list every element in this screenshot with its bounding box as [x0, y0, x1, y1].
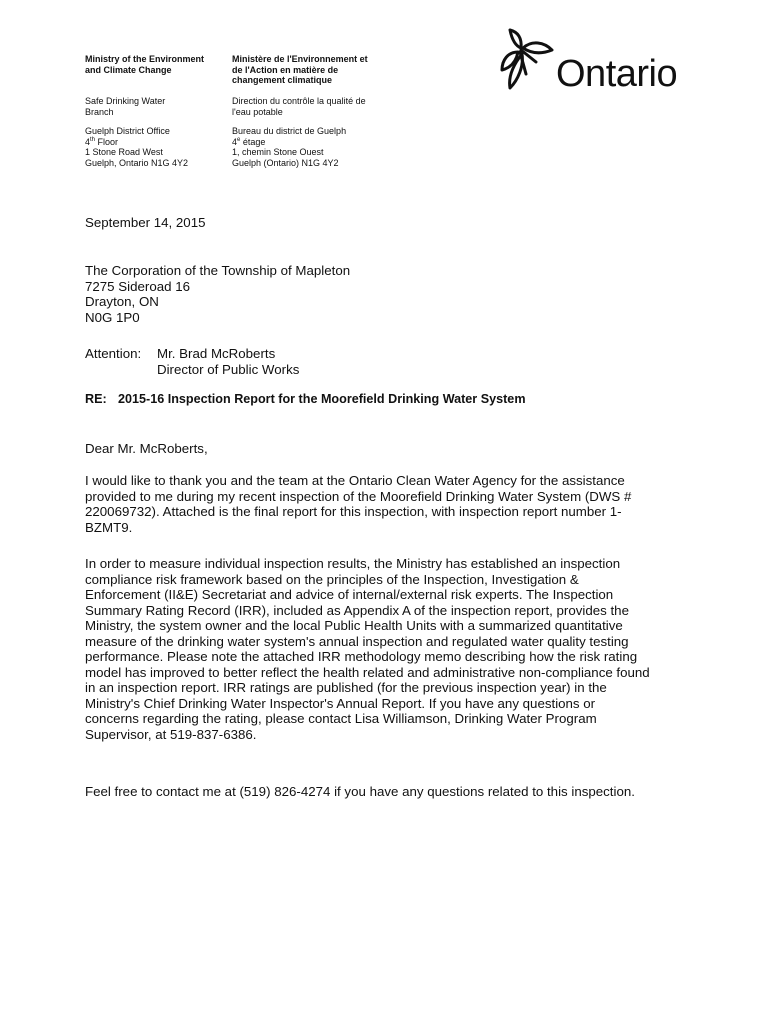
- paragraph-line: I would like to thank you and the team at the Ontario Clean Water Agency for the assistance: [85, 473, 625, 488]
- paragraph-line: BZMT9.: [85, 519, 133, 535]
- recipient-address: [85, 263, 350, 325]
- ministry-name-fr-line3: changement climatique: [232, 75, 333, 85]
- office-en-line4: Guelph, Ontario N1G 4Y2: [85, 157, 189, 168]
- ontario-wordmark: Ontario: [556, 53, 678, 95]
- letter-date: September 14, 2015: [85, 215, 206, 230]
- office-fr-line2: 4e étage: [232, 136, 266, 147]
- closing-line: Feel free to contact me at (519) 826-4274 if you have any questions related to this inspection.: [85, 784, 635, 799]
- office-fr-line4: Guelph (Ontario) N1G 4Y2: [232, 157, 339, 168]
- re-subject: 2015-16 Inspection Report for the Moorefield Drinking Water System: [118, 392, 526, 406]
- paragraph-1: [85, 473, 631, 535]
- office-fr-line3: 1, chemin Stone Ouest: [232, 147, 324, 157]
- attention-title: Director of Public Works: [157, 361, 300, 377]
- recipient-line3: Drayton, ON: [85, 294, 159, 309]
- office-en-line2: 4th Floor: [85, 136, 119, 147]
- paragraph-line: Ministry, the system owner and the local Public Health Units with a summarized quantitative: [85, 618, 623, 633]
- attention-name: Mr. Brad McRoberts: [157, 346, 276, 361]
- header-english: [85, 54, 204, 168]
- attention-label: Attention:: [85, 346, 142, 361]
- paragraph-line: Summary Rating Record (IRR), included as Appendix A of the inspection report, provides the: [85, 602, 629, 618]
- recipient-line4: N0G 1P0: [85, 309, 140, 325]
- branch-name-fr-line2: l'eau potable: [232, 106, 283, 117]
- paragraph-line: concerns regarding the rating, please contact Lisa Williamson, Drinking Water Program: [85, 711, 597, 726]
- branch-name-en-line2: Branch: [85, 106, 114, 117]
- branch-name-fr: Direction du contrôle la qualité de: [232, 96, 366, 106]
- paragraph-2: [85, 556, 650, 742]
- ministry-name-en: Ministry of the Environment: [85, 54, 205, 64]
- paragraph-line: measure of the drinking water system's annual inspection and regulated water quality testing: [85, 633, 629, 649]
- header-french: [232, 54, 368, 168]
- office-en-line3: 1 Stone Road West: [85, 147, 163, 157]
- office-fr-line1: Bureau du district de Guelph: [232, 126, 347, 136]
- ministry-name-fr: Ministère de l'Environnement et: [232, 54, 368, 64]
- paragraph-line: 220069732). Attached is the final report for this inspection, with inspection report number 1-: [85, 504, 622, 519]
- attention-block: [157, 346, 299, 377]
- recipient-line1: The Corporation of the Township of Mapleton: [85, 263, 351, 278]
- re-label: RE:: [85, 392, 107, 406]
- paragraph-line: Supervisor, at 519-837-6386.: [85, 726, 257, 742]
- ontario-logo: [496, 26, 696, 102]
- ministry-name-fr-line2: de l'Action en matière de: [232, 64, 339, 75]
- paragraph-line: performance. Please note the attached IRR methodology memo describing how the risk rating: [85, 649, 638, 664]
- salutation: Dear Mr. McRoberts,: [85, 441, 208, 456]
- paragraph-line: In order to measure individual inspection results, the Ministry has established an inspection: [85, 556, 621, 571]
- paragraph-line: Ministry's Chief Drinking Water Inspector's Annual Report. If you have any questions or: [85, 695, 596, 711]
- office-en-line1: Guelph District Office: [85, 126, 170, 136]
- branch-name-en: Safe Drinking Water: [85, 96, 166, 106]
- paragraph-line: provided to me during my recent inspection of the Moorefield Drinking Water System (DWS #: [85, 488, 632, 504]
- paragraph-line: in an inspection report. IRR ratings are published (for the previous inspection year) in the: [85, 680, 607, 695]
- paragraph-line: compliance risk framework based on the principles of the Inspection, Investigation &: [85, 571, 579, 587]
- paragraph-line: Enforcement (II&E) Secretariat and advice of internal/external risk experts. The Inspection: [85, 587, 614, 602]
- paragraph-line: model has improved to better reflect the health related and administrative non-compliance found: [85, 664, 650, 680]
- recipient-line2: 7275 Sideroad 16: [85, 278, 190, 294]
- ministry-name-en-line2: and Climate Change: [85, 64, 172, 75]
